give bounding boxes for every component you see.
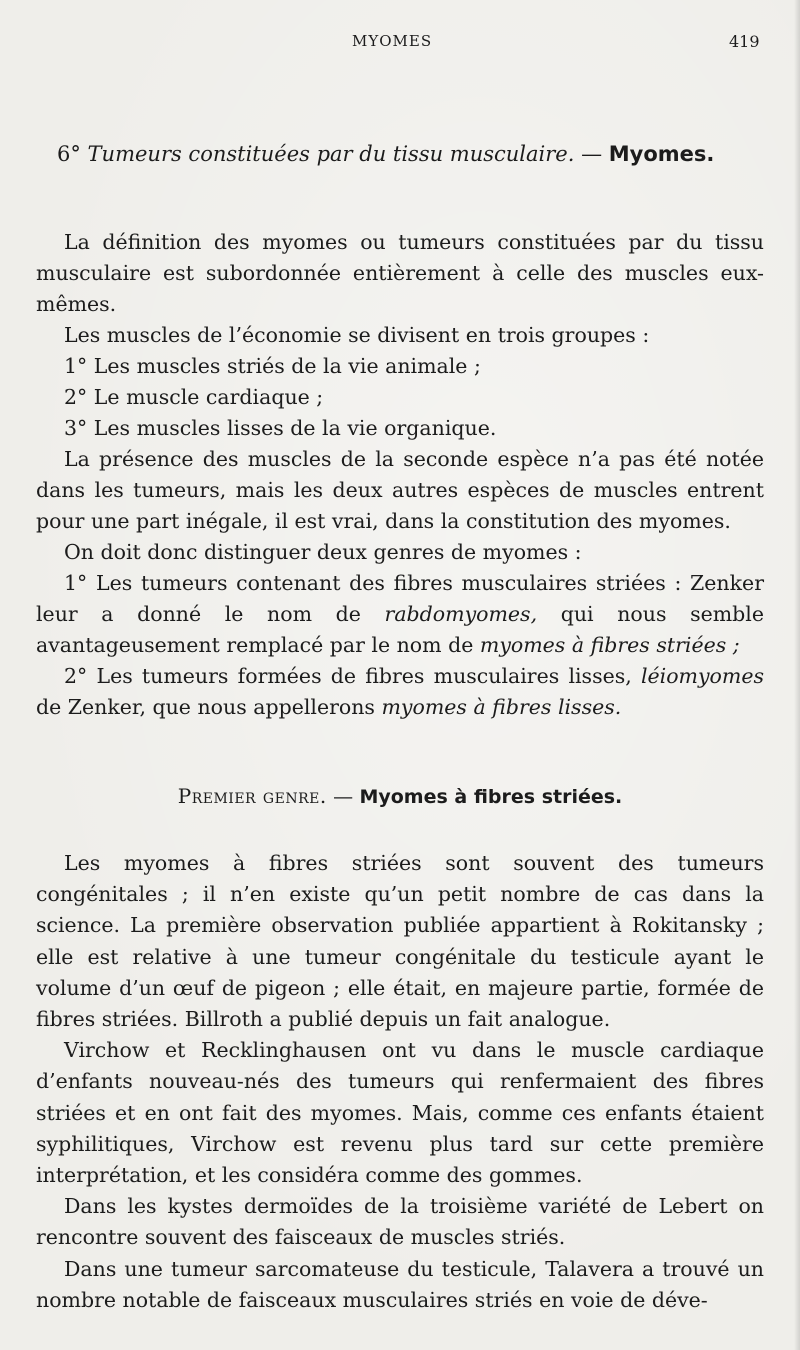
paragraph: Dans les kystes dermoïdes de la troisième variété de Lebert on rencontre souvent des faisceaux de muscles striés.: [36, 1194, 764, 1250]
text-run: 1° Les tumeurs contenant des fibres musculaires striées : Zenker leur a donné le nom de: [36, 571, 764, 626]
section-number: 6°: [57, 142, 88, 166]
paragraph: La définition des myomes ou tumeurs constituées par du tissu musculaire est subordonnée entièrement à celle des muscles eux-mêmes.: [36, 230, 764, 316]
genre-label: Premier genre.: [177, 784, 327, 808]
paragraph: Les myomes à fibres striées sont souvent des tumeurs congénitales ; il n’en existe qu’un petit nombre de cas dans la science. La première observation publiée appartient à Rokitansky ; elle est relative à une tumeur congénitale du testicule ayant le volume d’un œuf de pigeon ; elle était, en majeure partie, formée de fibres striées. Billroth a publié depuis un fait analogue.: [36, 851, 764, 1032]
paragraph: Dans une tumeur sarcomateuse du testicule, Talavera a trouvé un nombre notable de faisceaux musculaires striés en voie de déve-: [36, 1256, 764, 1312]
list-item: 3° Les muscles lisses de la vie organique.: [64, 416, 497, 440]
genre-title: Myomes à fibres striées.: [359, 786, 623, 808]
text-run: de Zenker, que nous appellerons: [36, 695, 382, 719]
genre-heading: [0, 784, 800, 808]
page-edge-shadow: [794, 0, 800, 1350]
paragraph: [36, 661, 764, 723]
genre-dash: —: [326, 784, 360, 808]
page-header: [0, 32, 800, 56]
section-title-bold: Myomes.: [608, 142, 715, 166]
section-heading: [57, 142, 714, 166]
paragraph: Les muscles de l’économie se divisent en trois groupes :: [64, 323, 650, 347]
paragraph: La présence des muscles de la seconde espèce n’a pas été notée dans les tumeurs, mais les deux autres espèces de muscles entrent pour une part inégale, il est vrai, dans la constitution des myomes.: [36, 447, 764, 533]
section-dash: —: [574, 142, 609, 166]
italic-term: rabdomyomes,: [384, 602, 538, 626]
section-title-italic: Tumeurs constituées par du tissu musculaire.: [87, 142, 575, 166]
italic-term: myomes à fibres striées ;: [479, 633, 740, 657]
genre-text: [36, 848, 764, 1316]
list-item: 2° Le muscle cardiaque ;: [64, 385, 324, 409]
italic-term: myomes à fibres lisses.: [381, 695, 622, 719]
paragraph: On doit donc distinguer deux genres de myomes :: [64, 540, 582, 564]
running-title: MYOMES: [352, 32, 433, 50]
list-item: 1° Les muscles striés de la vie animale ;: [64, 354, 481, 378]
intro-text: [36, 227, 764, 723]
page-number: 419: [729, 32, 760, 51]
paragraph: [36, 568, 764, 661]
paragraph: Virchow et Recklinghausen ont vu dans le muscle cardiaque d’enfants nouveau-nés des tumeurs qui renfermaient des fibres striées et en ont fait des myomes. Mais, comme ces enfants étaient syphilitiques, Virchow est revenu plus tard sur cette première interprétation, et les considéra comme des gommes.: [36, 1038, 764, 1188]
text-run: 2° Les tumeurs formées de fibres musculaires lisses,: [64, 664, 641, 688]
italic-term: léiomyomes: [640, 664, 764, 688]
text-run: qui nous semble avantageusement remplacé par le nom de: [36, 602, 764, 657]
